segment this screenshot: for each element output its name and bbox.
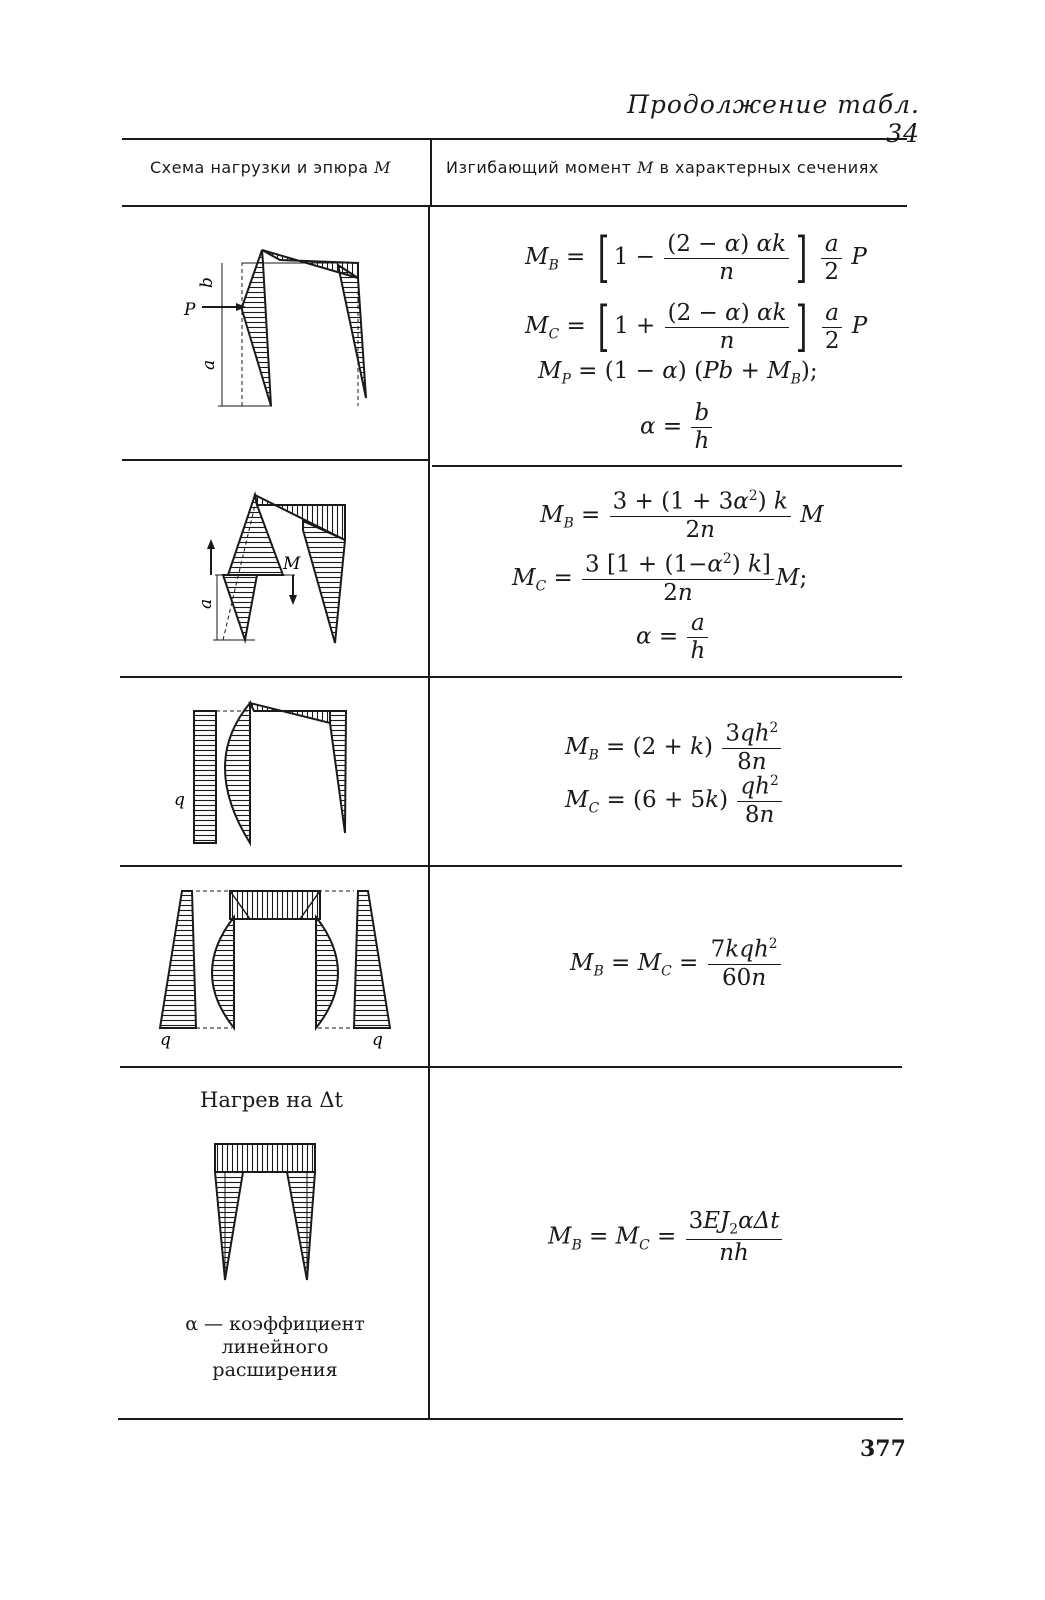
right-post-moment	[338, 265, 366, 398]
left-post-moment	[225, 703, 250, 843]
row1-scheme-diagram	[180, 230, 380, 420]
label-a: a	[196, 598, 216, 609]
header-column-divider	[430, 140, 432, 205]
left-post-moment	[212, 917, 234, 1028]
left-post-moment	[242, 250, 271, 406]
column-divider	[428, 205, 430, 1418]
header-scheme	[150, 158, 391, 177]
right-post-moment	[316, 917, 338, 1028]
header-scheme-symbol: M	[374, 158, 392, 177]
label-q-left: q	[160, 1030, 171, 1050]
formula-mb-1: $M_B$ = [ 1 − $\frac{(2 - \alpha) \alpha k}{n}$ ] $\frac{a}{2}$ P	[525, 226, 867, 289]
header-moment-symbol: M	[637, 158, 654, 177]
table-caption: Продолжение табл. 34	[627, 90, 920, 148]
label-p: P	[184, 300, 196, 320]
row2-scheme-diagram	[195, 485, 365, 655]
page-number: 377	[860, 1436, 906, 1462]
header-bottom-rule	[122, 205, 907, 207]
formula-alpha-1: α = $\frac{b}{h}$	[640, 402, 714, 453]
moment-arrowhead-up	[207, 539, 215, 549]
row-divider-3	[120, 865, 902, 867]
header-moment-text: Изгибающий момент	[446, 158, 632, 177]
formula-mb-mc-5: $M_B = M_C$ = $\frac{3EJ_2\alpha\Delta t}{nh}$	[548, 1210, 784, 1265]
left-post-moment	[228, 495, 283, 575]
lower-left-moment	[223, 575, 257, 640]
label-q: q	[174, 790, 185, 810]
row-divider-4	[120, 1066, 902, 1068]
alpha-note: α — коэффициент линейного расширения	[185, 1313, 365, 1381]
right-distributed-load	[354, 891, 390, 1028]
formula-mb-2: $M_B$ = $\frac{3 + (1 + 3\alpha^2) k}{2n}$ M	[540, 488, 824, 543]
row-divider-2	[120, 676, 902, 678]
row-divider-1-left	[122, 459, 428, 461]
row-divider-1-right	[432, 465, 902, 467]
label-b: b	[197, 277, 217, 288]
header-scheme-text: Схема нагрузки и эпюра	[150, 158, 369, 177]
left-post-moment	[215, 1172, 243, 1280]
formula-mb-3: $M_B = (2 + k)$ $\frac{3qh^2}{8n}$	[565, 722, 783, 774]
formula-alpha-2: α = $\frac{a}{h}$	[636, 612, 710, 663]
label-q-right: q	[372, 1030, 383, 1050]
formula-mp-1: $M_P = (1 - \alpha) (Pb + M_B)$;	[538, 358, 818, 388]
header-moment	[446, 158, 879, 177]
formula-mc-3: $M_C = (6 + 5k)$ $\frac{qh^2}{8n}$	[565, 775, 784, 827]
formula-mc-2: $M_C$ = $\frac{3 [1 + (1-\alpha^2) k]}{2n}$ M;	[512, 551, 808, 606]
heat-label: Нагрев на Δt	[200, 1088, 344, 1112]
crossbar-moment	[250, 703, 330, 723]
right-post-moment	[303, 521, 345, 643]
row3-scheme-diagram	[170, 693, 370, 853]
row5-scheme-diagram	[205, 1140, 335, 1290]
label-m: M	[283, 554, 301, 574]
moment-arrowhead-down	[289, 595, 297, 605]
distributed-load-q	[194, 711, 216, 843]
formula-mc-1: $M_C$ = [ 1 + $\frac{(2 - \alpha) \alpha k}{n}$ ] $\frac{a}{2}$ P	[525, 295, 868, 358]
right-post-moment	[287, 1172, 315, 1280]
header-moment-suffix: в характерных сечениях	[659, 158, 879, 177]
row4-scheme-diagram	[150, 883, 400, 1053]
left-distributed-load	[160, 891, 196, 1028]
crossbar-moment	[215, 1144, 315, 1172]
table-bottom-rule	[118, 1418, 903, 1420]
label-a: a	[199, 359, 219, 370]
formula-mb-mc-4: $M_B = M_C$ = $\frac{7kqh^2}{60n}$	[570, 938, 783, 990]
right-post-moment	[330, 711, 346, 833]
crossbar-moment	[230, 891, 320, 919]
table-top-rule	[122, 138, 907, 140]
